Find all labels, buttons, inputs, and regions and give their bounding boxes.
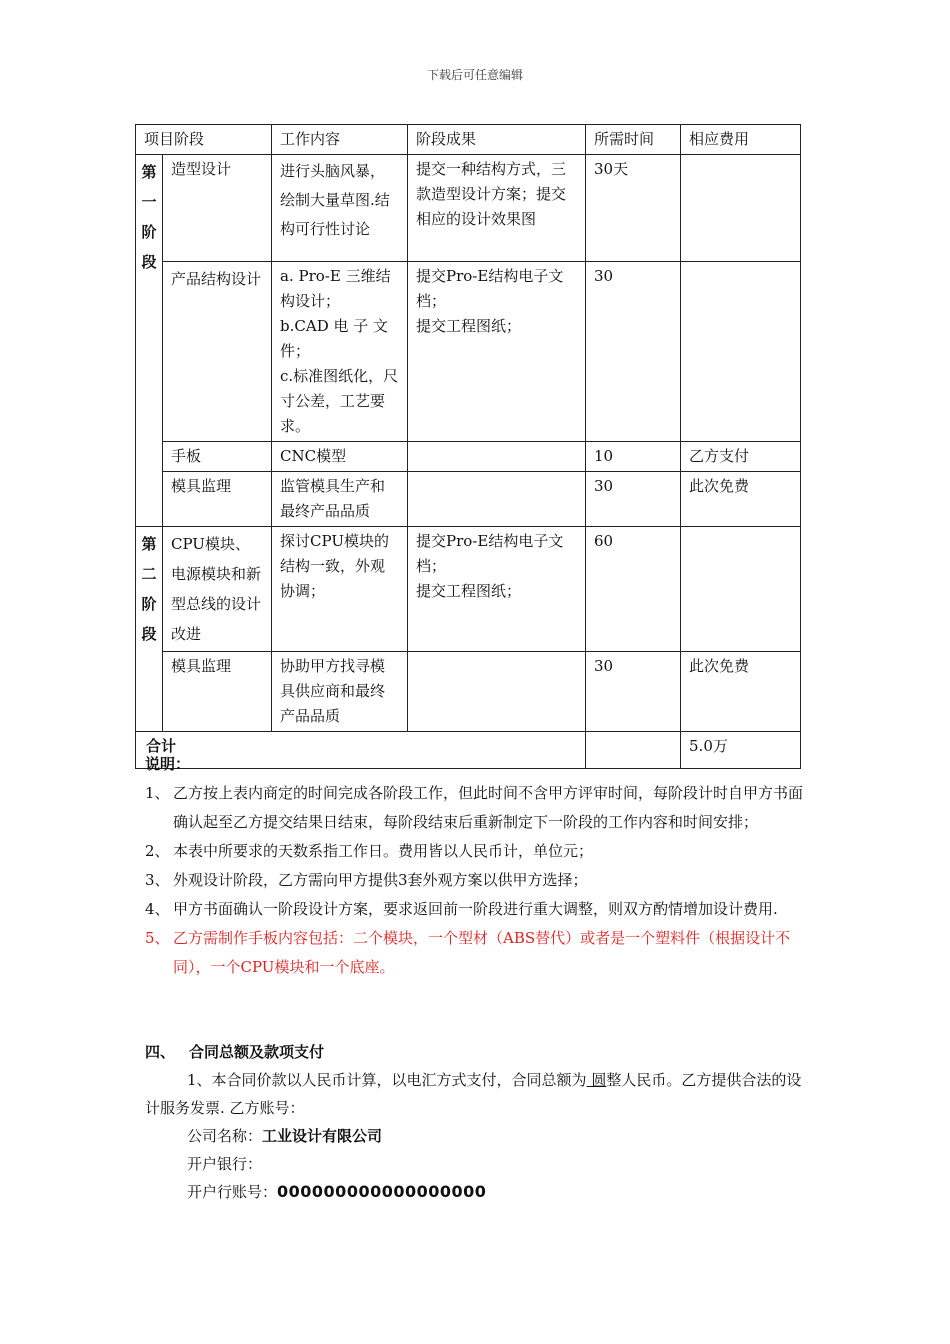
row-content: 探讨CPU模块的结构一致，外观协调； [272, 527, 408, 652]
content-b: b.CAD 电 子 文件； [280, 317, 389, 360]
section-4-title: 四、 合同总额及款项支付 [145, 1043, 325, 1061]
page-header: 下载后可任意编辑 [426, 68, 523, 82]
row-fee [681, 262, 801, 442]
bank-line [145, 1150, 805, 1178]
row-item: 模具监理 [163, 472, 272, 527]
total-value: 5.0万 [681, 732, 801, 769]
table-row [136, 472, 801, 527]
row-time: 30 [586, 652, 681, 732]
result-a: 提交Pro-E结构电子文档； [416, 267, 564, 310]
row-result [408, 652, 586, 732]
row-result: 提交一种结构方式，三款造型设计方案；提交相应的设计效果图 [408, 155, 586, 262]
content-a: a. Pro-E 三维结构设计； [280, 267, 391, 310]
total-label: 合计 [136, 732, 586, 769]
row-time: 30 [586, 472, 681, 527]
company-line [145, 1122, 805, 1150]
table-row [136, 262, 801, 442]
bank-label: 开户银行： [187, 1155, 263, 1173]
row-fee: 乙方支付 [681, 442, 801, 472]
note-item: 1、 乙方按上表内商定的时间完成各阶段工作，但此时间不含甲方评审时间，每阶段计时自甲方书面确认起至乙方提交结果日结束，每阶段结束后重新制定下一阶段的工作内容和时间安排； [145, 784, 804, 831]
notes-title: 说明： [145, 755, 191, 773]
table-row [136, 527, 801, 652]
row-content [272, 262, 408, 442]
row-result [408, 527, 586, 652]
table-row [136, 442, 801, 472]
row-time: 30 [586, 262, 681, 442]
company-value: 工业设计有限公司 [262, 1127, 383, 1145]
amount-blank: 圆 [586, 1071, 607, 1089]
row-fee: 此次免费 [681, 652, 801, 732]
row-result [408, 442, 586, 472]
row-content: CNC模型 [272, 442, 408, 472]
note-item: 4、 甲方书面确认一阶段设计方案，要求返回前一阶段进行重大调整，则双方酌情增加设计费用. [145, 900, 778, 918]
row-fee: 此次免费 [681, 472, 801, 527]
project-plan-table [135, 124, 801, 769]
row-result [408, 472, 586, 527]
row-time: 30天 [586, 155, 681, 262]
row-item: 模具监理 [163, 652, 272, 732]
account-line [145, 1178, 805, 1206]
header-fee: 相应费用 [681, 125, 801, 155]
payment-paragraph: 1、本合同价款以人民币计算，以电汇方式支付，合同总额为 圆整人民币。乙方提供合法的设计服务发票. 乙方账号： [145, 1071, 802, 1117]
result-b: 提交工程图纸； [416, 317, 522, 335]
header-stage: 项目阶段 [136, 125, 272, 155]
note-item: 3、 外观设计阶段，乙方需向甲方提供3套外观方案以供甲方选择； [145, 871, 588, 889]
account-value: 000000000000000000 [277, 1182, 487, 1201]
row-content: 监管模具生产和最终产品品质 [272, 472, 408, 527]
row-item: 手板 [163, 442, 272, 472]
row-item: 产品结构设计 [163, 262, 272, 442]
notes-section [145, 750, 810, 982]
header-result: 阶段成果 [408, 125, 586, 155]
table-header-row [136, 125, 801, 155]
header-content: 工作内容 [272, 125, 408, 155]
table-row [136, 155, 801, 262]
row-content: 协助甲方找寻模具供应商和最终产品品质 [272, 652, 408, 732]
row-time: 60 [586, 527, 681, 652]
note-item-highlight: 5、 乙方需制作手板内容包括：二个模块，一个型材（ABS替代）或者是一个塑料件（根据设计不同），一个CPU模块和一个底座。 [145, 929, 791, 976]
row-time: 10 [586, 442, 681, 472]
stage-2-label: 第 二 阶 段 [136, 527, 163, 732]
payment-section [145, 1066, 805, 1206]
content-c: c.标准图纸化，尺寸公差，工艺要求。 [280, 367, 399, 435]
account-label: 开户行账号： [187, 1183, 278, 1201]
row-content: 进行头脑风暴，绘制大量草图.结构可行性讨论 [272, 155, 408, 262]
note-item: 2、 本表中所要求的天数系指工作日。费用皆以人民币计，单位元； [145, 842, 594, 860]
stage-1-label: 第 一 阶 段 [136, 155, 163, 527]
result-a: 提交Pro-E结构电子文档； [416, 532, 564, 575]
row-result [408, 262, 586, 442]
header-time: 所需时间 [586, 125, 681, 155]
row-fee [681, 527, 801, 652]
company-label: 公司名称： [187, 1127, 263, 1145]
row-item: 造型设计 [163, 155, 272, 262]
row-fee [681, 155, 801, 262]
table-row [136, 652, 801, 732]
row-item: CPU模块、电源模块和新型总线的设计改进 [163, 527, 272, 652]
result-b: 提交工程图纸； [416, 582, 522, 600]
